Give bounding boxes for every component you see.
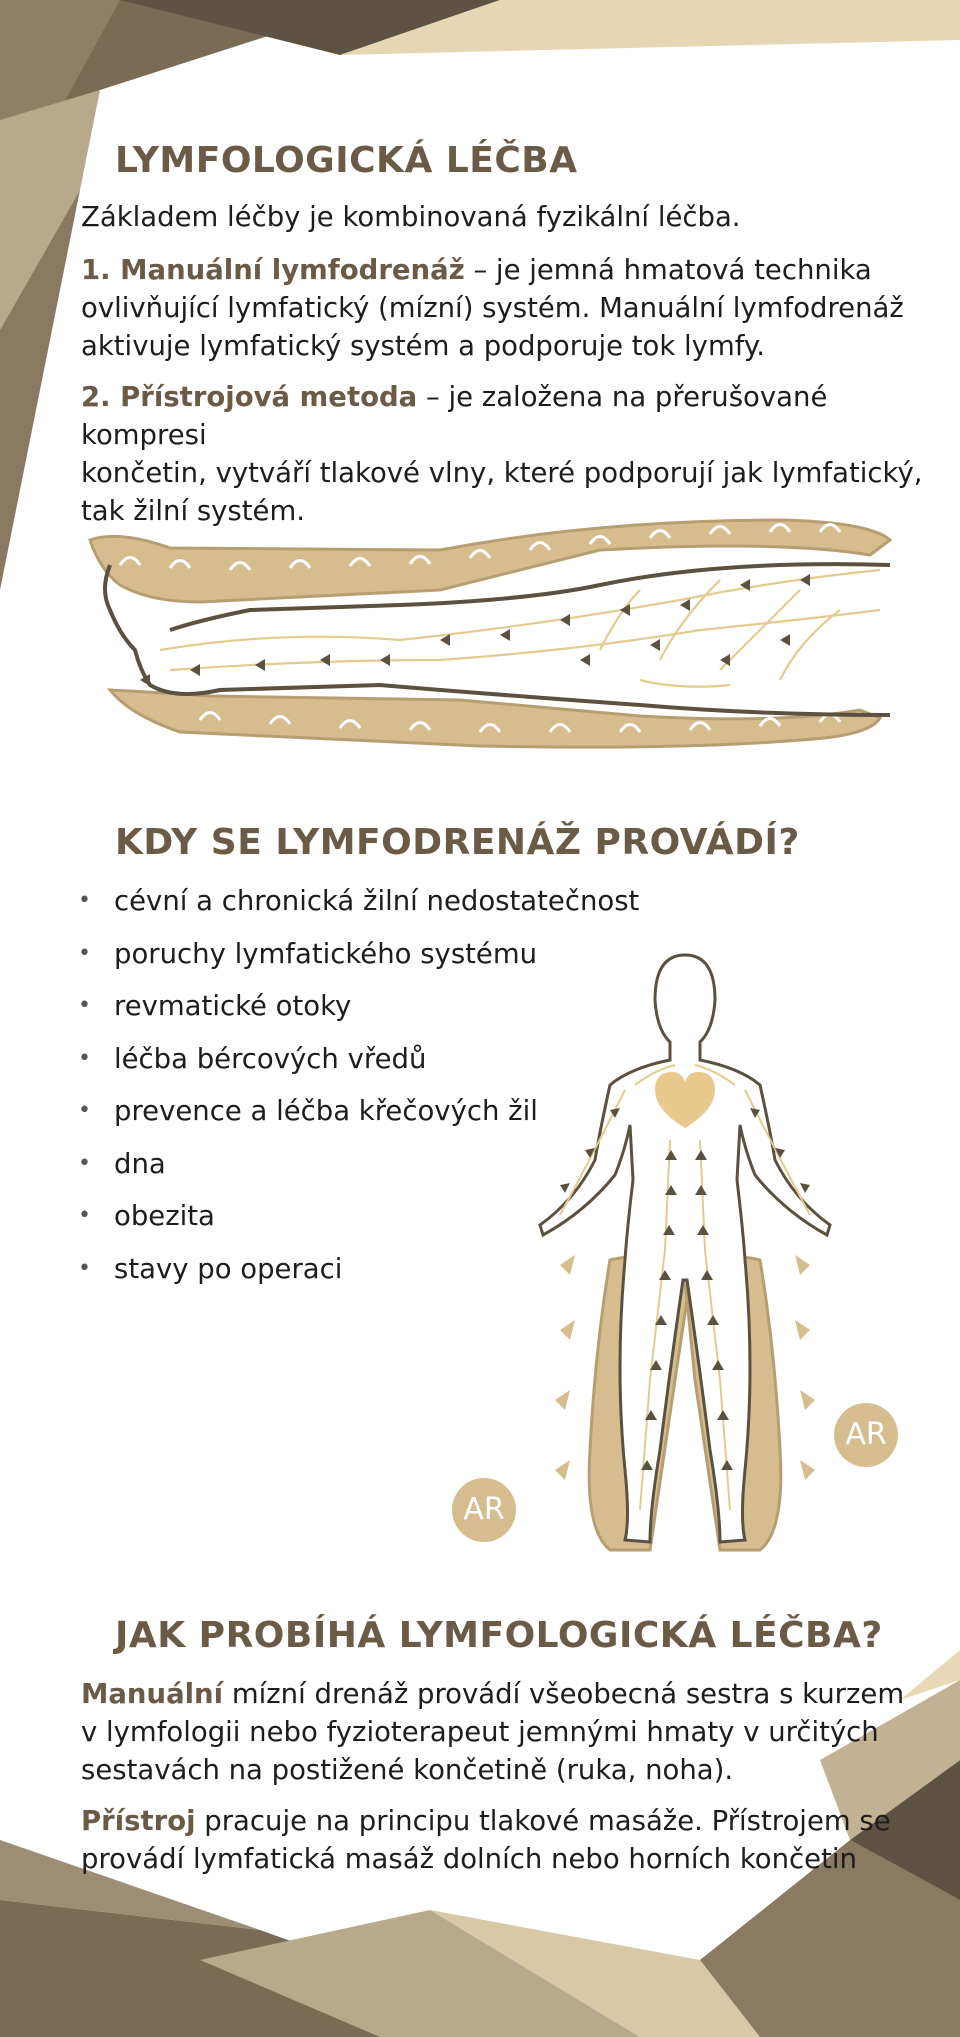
badge-ar-right: AR [834, 1403, 898, 1467]
treatment-intro: Základem léčby je kombinovaná fyzikální léčba. [81, 201, 741, 233]
bullet-icon: • [78, 1150, 91, 1176]
bullet-icon: • [78, 1255, 91, 1281]
bullet-icon: • [78, 1098, 91, 1123]
item1-text-line2: ovlivňující lymfatický (mízní) systém. Manuální lymfodrenáž [81, 292, 904, 324]
list-item: • poruchy lymfatického systému [78, 928, 639, 981]
item1-text-line1: – je jemná hmatová technika [464, 254, 872, 286]
device-label: Přístroj [81, 1805, 196, 1837]
manual-label: Manuální [81, 1678, 224, 1710]
device-line1: pracuje na principu tlakové masáže. Přístrojem se [195, 1805, 891, 1837]
item1-label: 1. Manuální lymfodrenáž [81, 254, 465, 286]
list-item: • léčba bércových vředů [78, 1033, 639, 1086]
item2-text-line3: tak žilní systém. [81, 495, 305, 527]
device-line2: provádí lymfatická masáž dolních nebo horních končetin [81, 1843, 857, 1875]
bullet-icon: • [78, 993, 91, 1018]
section-title-procedure: JAK PROBÍHÁ LYMFOLOGICKÁ LÉČBA? [115, 1615, 883, 1656]
procedure-device [81, 1802, 891, 1878]
item2-text-line1: – je založena na přerušované kompresi [81, 381, 828, 451]
body-lymph-flow-illustration [515, 950, 855, 1560]
manual-line1: mízní drenáž provádí všeobecná sestra s kurzem [223, 1678, 905, 1710]
list-item: • dna [78, 1138, 639, 1191]
section-title-treatment: LYMFOLOGICKÁ LÉČBA [115, 140, 578, 181]
bullet-icon: • [78, 1045, 91, 1071]
list-item: • revmatické otoky [78, 980, 639, 1033]
leg-compression-illustration [80, 510, 900, 760]
procedure-manual [81, 1675, 904, 1789]
item1-text-line3: aktivuje lymfatický systém a podporuje tok lymfy. [81, 330, 766, 362]
section-title-indications: KDY SE LYMFODRENÁŽ PROVÁDÍ? [115, 822, 800, 863]
item2-label: 2. Přístrojová metoda [81, 381, 418, 413]
list-item: • stavy po operaci [78, 1243, 639, 1296]
badge-ar-left: AR [452, 1478, 516, 1542]
bullet-icon: • [78, 888, 91, 913]
manual-line2: v lymfologii nebo fyzioterapeut jemnými hmaty v určitých [81, 1716, 879, 1748]
list-item: • cévní a chronická žilní nedostatečnost [78, 875, 639, 928]
item2-text-line2: končetin, vytváří tlakové vlny, které podporují jak lymfatický, [81, 457, 923, 489]
list-item: • obezita [78, 1190, 639, 1243]
list-item: • prevence a léčba křečových žil [78, 1085, 639, 1138]
treatment-item-1 [81, 251, 904, 365]
treatment-item-2 [81, 378, 960, 530]
bullet-icon: • [78, 940, 91, 966]
bullet-icon: • [78, 1203, 91, 1228]
manual-line3: sestavách na postižené končetině (ruka, noha). [81, 1754, 734, 1786]
